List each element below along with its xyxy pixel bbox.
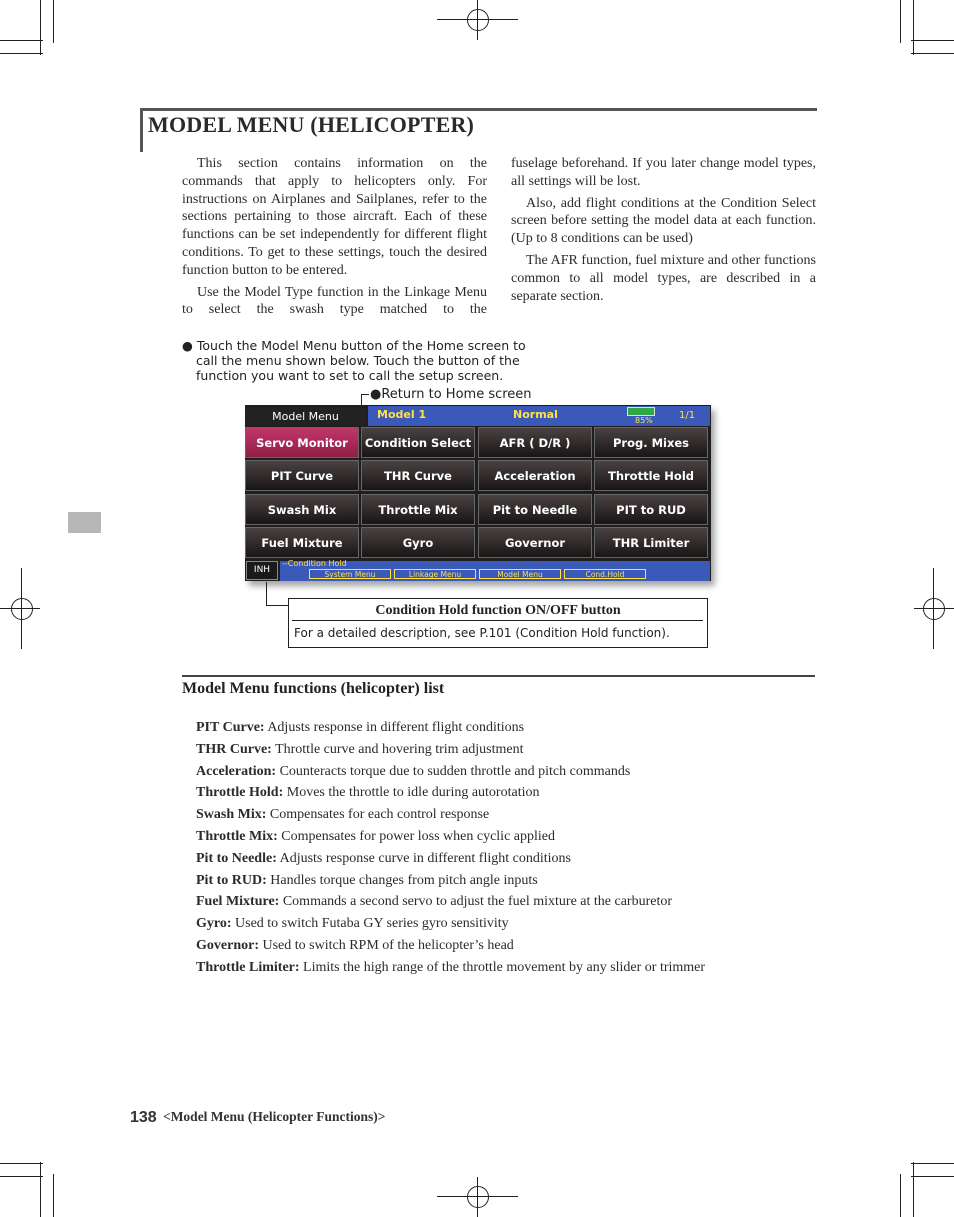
function-desc: Compensates for each control response — [269, 807, 490, 822]
footer-section: <Model Menu (Helicopter Functions)> — [163, 1109, 386, 1124]
function-item — [196, 785, 539, 801]
function-item — [196, 829, 555, 845]
gyro-button[interactable]: Gyro — [361, 527, 475, 558]
cond-hold-link[interactable]: Cond.Hold — [564, 569, 646, 579]
thr-curve-button[interactable]: THR Curve — [361, 460, 475, 491]
governor-button[interactable]: Governor — [478, 527, 592, 558]
function-item — [196, 807, 489, 823]
pit-to-rud-button[interactable]: PIT to RUD — [594, 494, 708, 525]
touch-note — [182, 338, 542, 383]
function-name: Throttle Mix: — [196, 829, 278, 844]
intro-paragraph: Also, add flight conditions at the Condition Select screen before setting the model data at each function. (Up to 8 conditions can be used) — [511, 195, 816, 247]
function-item — [196, 742, 524, 758]
acceleration-button[interactable]: Acceleration — [478, 460, 592, 491]
page-title: MODEL MENU (HELICOPTER) — [148, 112, 475, 137]
function-name: PIT Curve: — [196, 720, 265, 735]
function-desc: Counteracts torque due to sudden throttle and pitch commands — [279, 764, 631, 779]
title-rule — [140, 108, 817, 111]
section-tab — [68, 512, 101, 533]
function-desc: Adjusts response curve in different flight conditions — [279, 851, 571, 866]
function-name: Governor: — [196, 938, 259, 953]
servo-monitor-button[interactable]: Servo Monitor — [245, 427, 359, 458]
condition-hold-label: --Condition Hold — [282, 559, 347, 568]
intro-paragraph: The AFR function, fuel mixture and other functions common to all model types, are described in a separate section. — [511, 252, 816, 304]
battery-icon — [627, 407, 655, 416]
intro-right-column — [511, 155, 816, 309]
function-item — [196, 916, 509, 932]
title-side-rule — [140, 108, 143, 152]
prog-mixes-button[interactable]: Prog. Mixes — [594, 427, 708, 458]
function-desc: Throttle curve and hovering trim adjustment — [275, 742, 524, 757]
intro-paragraph: fuselage beforehand. If you later change model types, all settings will be lost. — [511, 156, 816, 189]
swash-mix-button[interactable]: Swash Mix — [245, 494, 359, 525]
function-name: THR Curve: — [196, 742, 272, 757]
model-menu-home-button[interactable]: Model Menu — [245, 408, 366, 425]
throttle-hold-button[interactable]: Throttle Hold — [594, 460, 708, 491]
function-desc: Used to switch Futaba GY series gyro sensitivity — [235, 916, 509, 931]
function-name: Throttle Limiter: — [196, 960, 300, 975]
function-name: Acceleration: — [196, 764, 277, 779]
callout-leader — [266, 605, 289, 606]
list-heading: Model Menu functions (helicopter) list — [182, 680, 445, 697]
thr-limiter-button[interactable]: THR Limiter — [594, 527, 708, 558]
battery-percent: 85% — [635, 416, 653, 425]
list-divider — [182, 675, 815, 677]
callout-leader — [266, 582, 267, 606]
function-name: Throttle Hold: — [196, 785, 284, 800]
condition-name: Normal — [513, 408, 558, 421]
pit-curve-button[interactable]: PIT Curve — [245, 460, 359, 491]
callout-title: Condition Hold function ON/OFF button — [375, 603, 621, 618]
function-name: Pit to Needle: — [196, 851, 277, 866]
function-item — [196, 894, 672, 910]
function-desc: Used to switch RPM of the helicopter’s head — [262, 938, 514, 953]
return-home-leader — [361, 394, 369, 395]
intro-paragraph: Use the Model Type function in the Linkage Menu to select the swash type matched to the — [182, 284, 487, 318]
page-indicator: 1/1 — [679, 410, 696, 421]
page-number: 138 — [130, 1109, 157, 1126]
linkage-menu-link[interactable]: Linkage Menu — [394, 569, 476, 579]
fuel-mixture-button[interactable]: Fuel Mixture — [245, 527, 359, 558]
function-desc: Compensates for power loss when cyclic applied — [281, 829, 555, 844]
callout-divider — [292, 620, 703, 621]
function-desc: Moves the throttle to idle during autorotation — [286, 785, 540, 800]
model-menu-link[interactable]: Model Menu — [479, 569, 561, 579]
function-item — [196, 764, 630, 780]
function-item — [196, 720, 524, 736]
model-name: Model 1 — [377, 408, 427, 421]
intro-paragraph: This section contains information on the commands that apply to helicopters only. For instructions on Airplanes and Sailplanes, refer to the sections pertaining to those aircraft. Each of these functions can be set independently for different flight conditions. To get to these settings, touch the desired function button to be entered. — [182, 156, 487, 278]
return-home-note: ●Return to Home screen — [370, 387, 532, 402]
touch-note-text: ● Touch the Model Menu button of the Home screen to call the menu shown below. Touch the button of the function you want to set to call the setup screen. — [182, 338, 526, 383]
throttle-mix-button[interactable]: Throttle Mix — [361, 494, 475, 525]
function-name: Swash Mix: — [196, 807, 267, 822]
callout-description: For a detailed description, see P.101 (Condition Hold function). — [294, 626, 670, 640]
function-desc: Commands a second servo to adjust the fuel mixture at the carburetor — [282, 894, 673, 909]
function-desc: Adjusts response in different flight conditions — [267, 720, 525, 735]
function-item — [196, 851, 571, 867]
function-item — [196, 873, 538, 889]
function-name: Pit to RUD: — [196, 873, 267, 888]
function-desc: Limits the high range of the throttle movement by any slider or trimmer — [303, 960, 706, 975]
afr-button[interactable]: AFR ( D/R ) — [478, 427, 592, 458]
function-item — [196, 938, 514, 954]
pit-to-needle-button[interactable]: Pit to Needle — [478, 494, 592, 525]
function-name: Gyro: — [196, 916, 232, 931]
condition-hold-toggle-button[interactable]: INH — [246, 561, 278, 580]
system-menu-link[interactable]: System Menu — [309, 569, 391, 579]
function-name: Fuel Mixture: — [196, 894, 280, 909]
condition-select-button[interactable]: Condition Select — [361, 427, 475, 458]
intro-left-column — [182, 155, 487, 323]
function-desc: Handles torque changes from pitch angle inputs — [270, 873, 538, 888]
function-item — [196, 960, 705, 976]
